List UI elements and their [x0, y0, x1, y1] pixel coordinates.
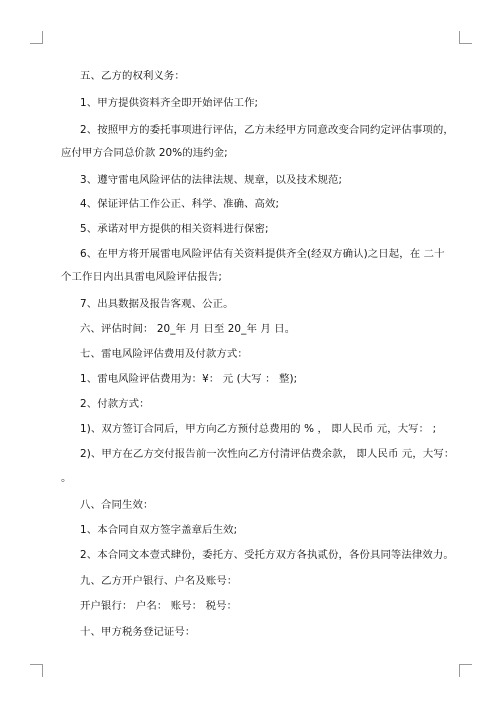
paragraph-line: 1、雷电风险评估费用为：¥： 元 (大写 ： 整); [80, 373, 298, 385]
paragraph-line: 个工作日内出具雷电风险评估报告; [61, 271, 222, 283]
corner-mark-bottom-left [30, 664, 43, 677]
section-heading-7: 七、雷电风险评估费用及付款方式： [80, 348, 248, 360]
paragraph-line: 2、本合同文本壹式肆份，委托方、受托方双方各执贰份，各份具同等法律效力。 [80, 549, 454, 561]
paragraph-line: 5、承诺对甲方提供的相关资料进行保密; [80, 223, 269, 235]
section-heading-8: 八、合同生效： [80, 499, 154, 511]
corner-mark-top-right [459, 31, 472, 44]
section-heading-9: 九、乙方开户银行、户名及账号： [80, 575, 238, 587]
paragraph-line: 3、遵守雷电风险评估的法律法规、规章，以及技术规范; [80, 174, 343, 186]
paragraph-line: 2)、甲方在乙方交付报告前一次性向乙方付清评估费余款， 即人民币 元，大写： [80, 448, 455, 460]
paragraph-line: 1)、双方签订合同后，甲方向乙方预付总费用的 % ， 即人民币 元，大写： ; [80, 423, 437, 435]
section-heading-6: 六、评估时间： 20_年 月 日至 20_年 月 日。 [80, 323, 296, 335]
corner-mark-top-left [30, 31, 43, 44]
paragraph-line: 应付甲方合同总价款 20%的违约金; [61, 147, 228, 159]
paragraph-line: 1、本合同自双方签字盖章后生效; [80, 524, 238, 536]
paragraph-line: 4、保证评估工作公正、科学、准确、高效; [80, 198, 280, 210]
paragraph-line: 1、甲方提供资料齐全即开始评估工作; [80, 97, 259, 109]
section-heading-5: 五、乙方的权利义务： [80, 70, 185, 82]
paragraph-line: 6、在甲方将开展雷电风险评估有关资料提供齐全(经双方确认)之日起，在 二十 [80, 248, 445, 260]
section-heading-10: 十、甲方税务登记证号： [80, 626, 196, 638]
paragraph-line: 2、付款方式： [80, 398, 150, 410]
paragraph-line: 开户银行： 户名： 账号： 税号： [80, 600, 238, 612]
paragraph-line: 2、按照甲方的委托事项进行评估，乙方未经甲方同意改变合同约定评估事项的， [80, 124, 454, 136]
paragraph-line: 7、出具数据及报告客观、公正。 [80, 298, 234, 310]
paragraph-line: 。 [61, 472, 72, 484]
corner-mark-bottom-right [459, 664, 472, 677]
